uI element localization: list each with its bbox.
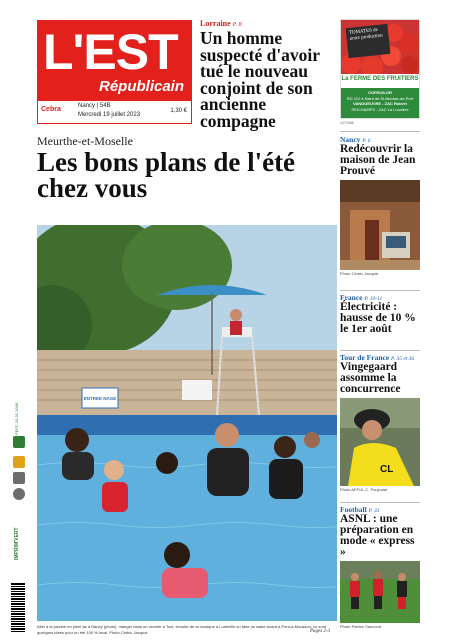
ad-line: VANDOEUVRE - ZAC Robert xyxy=(353,101,407,106)
column-divider xyxy=(340,502,420,503)
column-divider xyxy=(340,131,420,132)
masthead-info-bar xyxy=(37,100,192,124)
brand-logo: Cebra xyxy=(41,106,61,113)
column-divider xyxy=(340,290,420,291)
side-story-tour[interactable] xyxy=(340,353,422,492)
side-kicker-page: P. 10-11 xyxy=(364,296,383,302)
side-title: ASNL : une préparation en mode « express » xyxy=(340,513,415,558)
side-kicker-label: Nancy xyxy=(340,135,361,144)
top-story-page: P. 8 xyxy=(232,22,242,28)
barcode xyxy=(11,582,25,632)
info-badge xyxy=(13,488,25,500)
side-kicker-label: Football xyxy=(340,505,367,514)
main-photo-caption: Aller à la piscine en plein air à Nancy (photo), manger dans un clocher à Toul, écouter de la musique à Lunéville ou faire du wake-board à Pont-à-Mousson, ce sont quelques idées pour un été 100 % local. Photo Cédric Jacquot xyxy=(37,624,326,635)
ad-line: COFRUILOR xyxy=(368,90,392,95)
top-story-title: Un homme suspecté d'avoir tué le nouveau conjoint de son ancienne compagne xyxy=(200,28,320,131)
logo-subtitle: Républicain xyxy=(99,78,185,95)
pefc-badge xyxy=(13,436,25,448)
main-photo[interactable] xyxy=(37,225,337,621)
ad-addresses xyxy=(341,88,419,118)
main-story-pages: Pages 2-3 xyxy=(310,629,331,634)
side-photo-football xyxy=(340,561,420,623)
top-story-kicker xyxy=(200,19,338,28)
ad-tomato-image xyxy=(341,20,419,74)
advertisement[interactable] xyxy=(340,19,420,119)
side-kicker-page: P. 33 xyxy=(368,508,380,514)
triman-badge xyxy=(13,472,25,484)
issue-date: Mercredi 19 juillet 2023 xyxy=(78,112,141,118)
ad-brand: La FERME DES FRUITIERS xyxy=(341,76,419,82)
side-photo-credit: Photo AFP/A.-C. Poujoulat xyxy=(340,487,388,492)
side-title: Électricité : hausse de 10 % le 1er août xyxy=(340,301,416,335)
issue-price: 1,30 € xyxy=(170,108,187,114)
ad-line: SEICHAMPS - ZAC La Louvière xyxy=(351,106,409,112)
side-story-nancy[interactable] xyxy=(340,135,422,276)
column-divider xyxy=(340,350,420,351)
side-kicker-page: P. 6 xyxy=(362,138,371,144)
top-story[interactable] xyxy=(200,19,338,129)
side-kicker-label: Tour de France xyxy=(340,353,390,362)
side-title: Vingegaard assomme la concurrence xyxy=(340,361,401,395)
imprim-vert-label: IMPRIM'VERT xyxy=(14,527,20,560)
side-title: Redécouvrir la maison de Jean Prouvé xyxy=(340,143,416,177)
jersey-text: CL xyxy=(380,464,394,475)
side-kicker-label: France xyxy=(340,293,363,302)
top-story-region: Lorraine xyxy=(200,19,231,28)
pool-scene-illustration xyxy=(37,225,337,621)
side-photo-house xyxy=(340,180,420,270)
side-photo-credit: Photo Cédric Jacquot xyxy=(340,271,379,276)
side-photo-cyclist xyxy=(340,398,420,486)
main-headline[interactable]: Les bons plans de l'été chez vous xyxy=(37,147,296,203)
ad-reference: 1271946 xyxy=(340,121,354,125)
side-kicker-page: P. 35 et 36 xyxy=(391,356,415,362)
logo-title: L'EST xyxy=(43,24,178,80)
main-kicker: Meurthe-et-Moselle xyxy=(37,134,133,148)
pool-sign-text: ENTREE NAGE xyxy=(83,396,117,401)
side-photo-credit: Photo Patrice Saucourt xyxy=(340,624,382,629)
edition-label: Nancy | 54B xyxy=(78,103,111,109)
side-story-football[interactable] xyxy=(340,505,422,629)
ad-chalkboard: TOMATES de notre production xyxy=(346,24,391,58)
masthead xyxy=(37,20,192,124)
side-story-france[interactable] xyxy=(340,293,422,335)
recycle-badge xyxy=(13,456,25,468)
ad-line: RD 112 à Saint de St-Nicolas-de-Port xyxy=(346,95,414,101)
pefc-label: PEFC 10-31-3046 xyxy=(14,402,19,435)
